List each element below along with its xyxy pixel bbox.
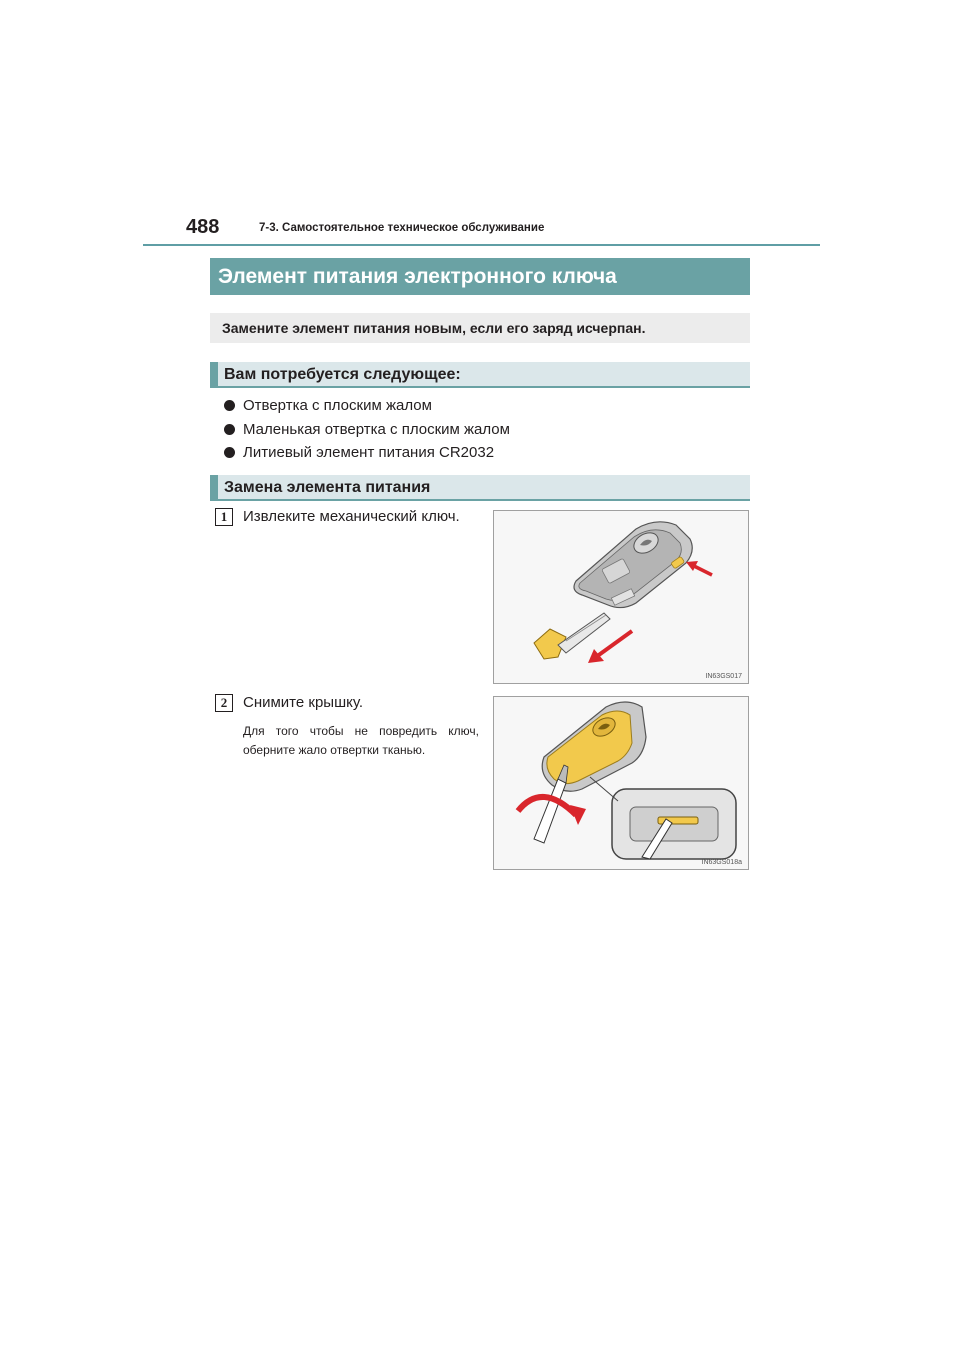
bullet-icon	[224, 447, 235, 458]
requirements-heading: Вам потребуется следующее:	[210, 362, 750, 388]
figure-remove-cover	[493, 696, 749, 870]
replacement-heading: Замена элемента питания	[210, 475, 750, 501]
list-item: Литиевый элемент питания CR2032	[224, 441, 510, 465]
step-number: 1	[215, 508, 233, 526]
section-title: Элемент питания электронного ключа	[210, 258, 750, 295]
figure-remove-mechanical-key	[493, 510, 749, 684]
bullet-icon	[224, 424, 235, 435]
requirements-list	[224, 394, 510, 465]
page-number: 488	[186, 216, 220, 238]
step-text: Извлеките механический ключ.	[243, 508, 460, 525]
bullet-icon	[224, 400, 235, 411]
header-rule	[143, 244, 820, 246]
list-item: Маленькая отвертка с плоским жалом	[224, 418, 510, 442]
step-number: 2	[215, 694, 233, 712]
figure-code: IN63GS018a	[701, 859, 742, 866]
step-text: Снимите крышку.	[243, 694, 364, 711]
intro-text: Замените элемент питания новым, если его заряд исчерпан.	[210, 313, 750, 343]
step-note: Для того чтобы не повредить ключ, оберните жало отвертки тканью.	[243, 724, 479, 757]
chapter-title: 7-3. Самостоятельное техническое обслуживание	[259, 222, 545, 234]
figure-code: IN63GS017	[705, 673, 742, 680]
list-item: Отвертка с плоским жалом	[224, 394, 510, 418]
